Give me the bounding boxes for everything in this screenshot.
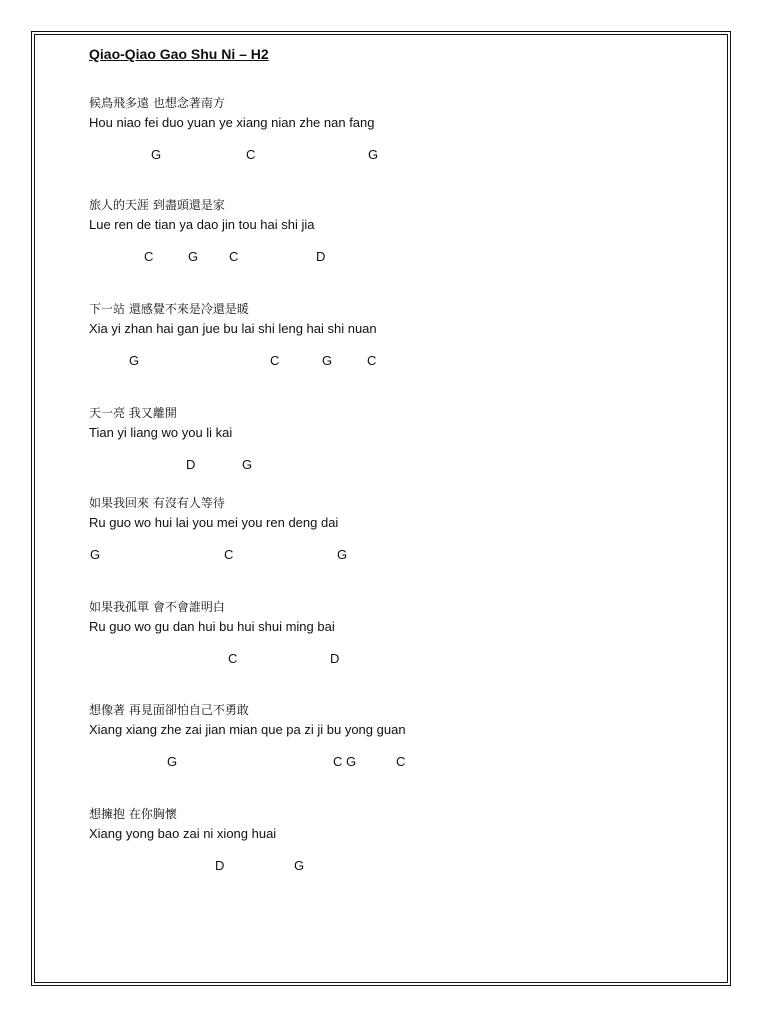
pinyin-lyric: Lue ren de tian ya dao jin tou hai shi jia	[89, 217, 315, 232]
pinyin-lyric: Tian yi liang wo you li kai	[89, 425, 233, 440]
song-title: Qiao-Qiao Gao Shu Ni – H2	[89, 46, 269, 62]
chord: G	[242, 457, 253, 472]
chinese-lyric: 天一亮 我又離開	[89, 406, 177, 420]
chord: C	[246, 147, 256, 162]
chord: G	[188, 249, 199, 264]
chord: C	[229, 249, 239, 264]
pinyin-lyric: Hou niao fei duo yuan ye xiang nian zhe nan fang	[89, 115, 375, 130]
chinese-lyric: 候鳥飛多遠 也想念著南方	[89, 96, 225, 110]
chord: C	[224, 547, 234, 562]
verse-4	[0, 405, 768, 485]
chord: G	[129, 353, 140, 368]
chord: C	[367, 353, 377, 368]
chord: C	[228, 651, 238, 666]
chord: D	[215, 858, 225, 873]
chord: D	[186, 457, 196, 472]
pinyin-lyric: Xiang yong bao zai ni xiong huai	[89, 826, 277, 841]
pinyin-lyric: Xia yi zhan hai gan jue bu lai shi leng hai shi nuan	[89, 321, 377, 336]
chord: C	[144, 249, 154, 264]
chord: G	[294, 858, 305, 873]
chord: G	[90, 547, 101, 562]
chinese-lyric: 如果我孤單 會不會誰明白	[89, 600, 225, 614]
chord: C	[396, 754, 406, 769]
chinese-lyric: 旅人的天涯 到盡頭還是家	[89, 198, 225, 212]
chord: C G	[333, 754, 357, 769]
chord: D	[316, 249, 326, 264]
chinese-lyric: 想擁抱 在你胸懷	[89, 807, 177, 821]
verse-2	[0, 197, 768, 277]
verse-1	[0, 95, 768, 175]
chord: G	[368, 147, 379, 162]
chord: G	[151, 147, 162, 162]
chinese-lyric: 想像著 再見面卻怕自己不勇敢	[89, 703, 249, 717]
chord: C	[270, 353, 280, 368]
chord: G	[337, 547, 348, 562]
pinyin-lyric: Ru guo wo gu dan hui bu hui shui ming bai	[89, 619, 335, 634]
pinyin-lyric: Xiang xiang zhe zai jian mian que pa zi ji bu yong guan	[89, 722, 406, 737]
chinese-lyric: 下一站 還感覺不來是冷還是暖	[89, 302, 249, 316]
chord: G	[322, 353, 333, 368]
chord: G	[167, 754, 178, 769]
chord: D	[330, 651, 340, 666]
verse-3	[0, 301, 768, 381]
verse-5	[0, 495, 768, 575]
verse-6	[0, 599, 768, 679]
verse-7	[0, 702, 768, 782]
chinese-lyric: 如果我回來 有沒有人等待	[89, 496, 225, 510]
pinyin-lyric: Ru guo wo hui lai you mei you ren deng dai	[89, 515, 339, 530]
verse-8	[0, 806, 768, 886]
